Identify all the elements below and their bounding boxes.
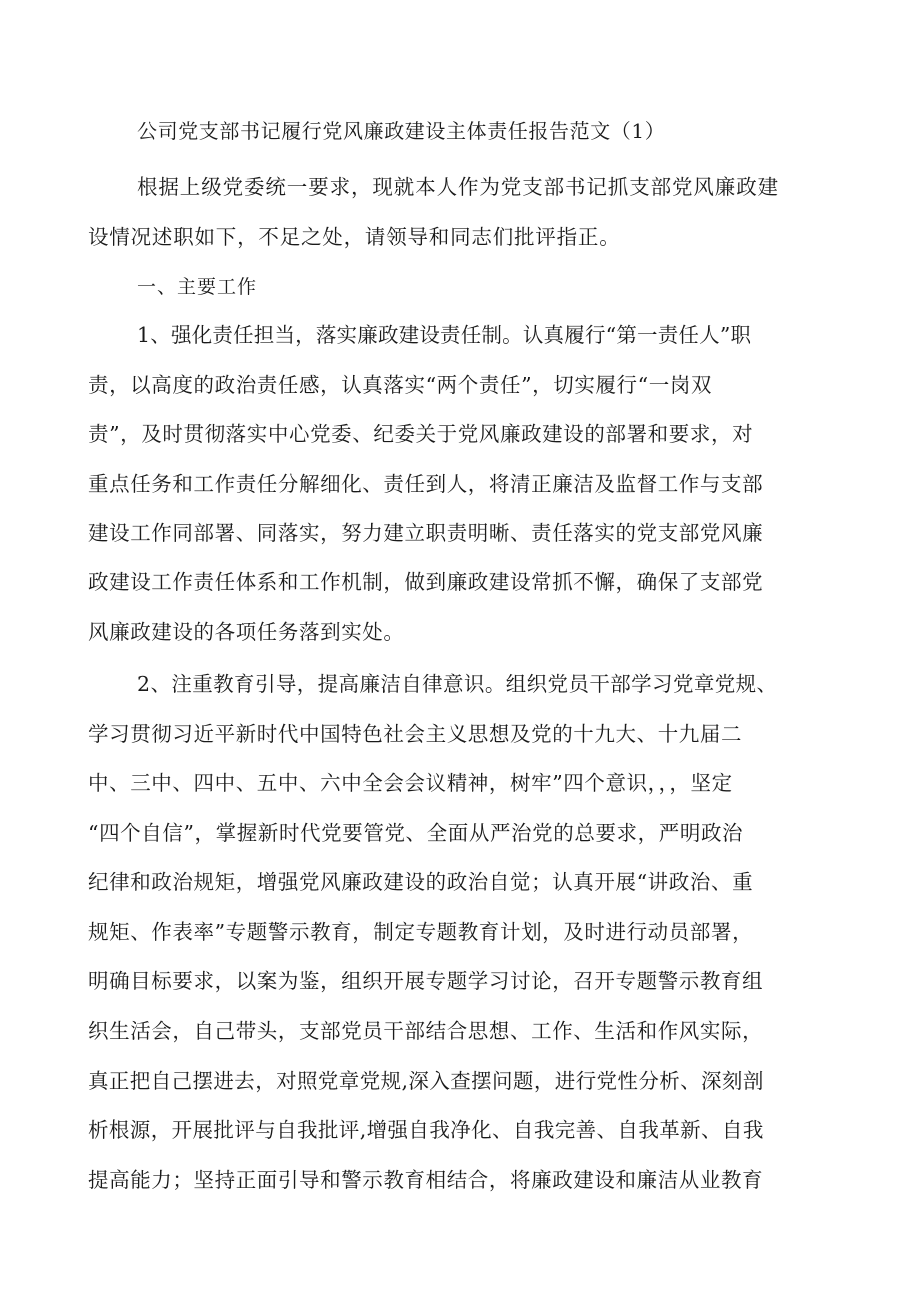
paragraph2-line-6: 规矩、作表率”专题警示教育，制定专题教育计划，及时进行动员部署， [88,920,754,944]
paragraph2-line-5: 纪律和政治规矩，增强党风廉政建设的政治自觉；认真开展“讲政治、重 [88,870,754,894]
paragraph1-line-6: 政建设工作责任体系和工作机制，做到廉政建设常抓不懈，确保了支部党 [88,570,764,594]
paragraph2-line-9: 真正把自己摆进去，对照党章党规,深入查摆问题，进行党性分析、深刻剖 [88,1069,764,1093]
paragraph1-line-5: 建设工作同部署、同落实，努力建立职责明晰、责任落实的党支部党风廉 [88,521,764,545]
paragraph2-line-11: 提高能力；坚持正面引导和警示教育相结合，将廉政建设和廉洁从业教育 [88,1168,764,1192]
paragraph1-line-4: 重点任务和工作责任分解细化、责任到人，将清正廉洁及监督工作与支部 [88,472,764,496]
paragraph2-line-10: 析根源，开展批评与自我批评,增强自我净化、自我完善、自我革新、自我 [88,1118,764,1142]
document-title: 公司党支部书记履行党风廉政建设主体责任报告范文（1） [137,119,666,143]
intro-line-1: 根据上级党委统一要求，现就本人作为党支部书记抓支部党风廉政建 [137,175,779,199]
intro-line-2: 设情况述职如下，不足之处，请领导和同志们批评指正。 [88,225,621,249]
paragraph2-line-3: 中、三中、四中、五中、六中全会会议精神，树牢”四个意识，，，坚定 [88,771,733,795]
paragraph2-line-7: 明确目标要求，以案为鉴，组织开展专题学习讨论，召开专题警示教育组 [88,969,764,993]
paragraph2-line-2: 学习贯彻习近平新时代中国特色社会主义思想及党的十九大、十九届二 [88,722,743,746]
paragraph1-line-7: 风廉政建设的各项任务落到实处。 [88,620,405,644]
paragraph1-line-3: 责”，及时贯彻落实中心党委、纪委关于党风廉政建设的部署和要求，对 [88,422,754,446]
section-heading: 一、主要工作 [137,276,258,298]
paragraph2-line-8: 织生活会，自己带头，支部党员干部结合思想、工作、生活和作风实际， [88,1019,764,1043]
paragraph1-line-2: 责，以高度的政治责任感，认真落实“两个责任”，切实履行“一岗双 [88,373,713,397]
paragraph1-line-1: 1、强化责任担当，落实廉政建设责任制。认真履行“第一责任人”职 [137,323,752,347]
paragraph2-line-1: 2、注重教育引导，提高廉洁自律意识。组织党员干部学习党章党规、 [137,672,778,696]
paragraph2-line-4: “四个自信”，掌握新时代党要管党、全面从严治党的总要求，严明政治 [88,821,744,845]
